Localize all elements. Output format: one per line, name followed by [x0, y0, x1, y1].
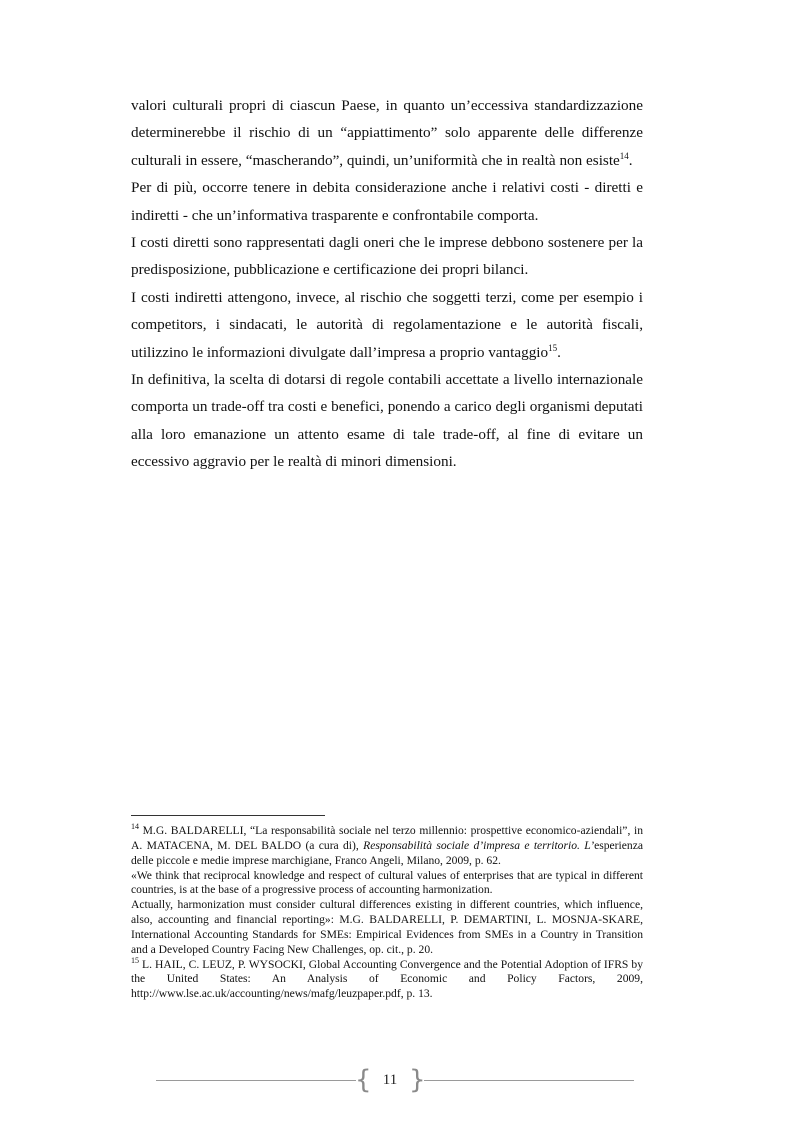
paragraph-1-text: valori culturali propri di ciascun Paese, in quanto un’eccessiva standardizzazione determinerebbe il rischio di un “appiattimento” solo apparente delle differenze culturali in essere, “mascherando”, quindi, un’uniformità che in realtà non esiste: [131, 97, 643, 169]
footer-line-left: [156, 1080, 356, 1081]
paragraph-2: Per di più, occorre tenere in debita considerazione anche i relativi costi - diretti e indiretti - che un’informativa trasparente e confrontabile comporta.: [131, 179, 643, 224]
paragraph-1-end: .: [628, 151, 633, 169]
paragraph-1: [131, 92, 643, 174]
paragraph-4-text: I costi indiretti attengono, invece, al rischio che soggetti terzi, come per esempio i competitors, i sindacati, le autorità di regolamentazione e le autorità fiscali, utilizzino le informazioni divulgate dall’impresa a proprio vantaggio: [131, 288, 643, 361]
footnote-15-text: L. HAIL, C. LEUZ, P. WYSOCKI, Global Accounting Convergence and the Potential Adoption of IFRS by the United States: An Analysis of Economic and Policy Factors, 2009, http://www.lse.ac.uk/accounting/news/mafg/leuzpaper.pdf, p. 13.: [131, 957, 643, 1001]
footnote-ref-14[interactable]: 14: [619, 150, 629, 161]
right-brace-ornament: }: [409, 1065, 426, 1095]
footer-line-right: [424, 1080, 634, 1081]
left-brace-ornament: {: [355, 1065, 372, 1095]
body-text: [131, 92, 643, 476]
paragraph-3: I costi diretti sono rappresentati dagli oneri che le imprese debbono sostenere per la predisposizione, pubblicazione e certificazione dei propri bilanci.: [131, 234, 643, 279]
footnote-15-marker: 15: [131, 955, 139, 965]
footnote-separator: [131, 815, 325, 816]
paragraph-4-end: .: [557, 343, 561, 361]
footnote-14: [131, 824, 643, 869]
footnote-14-quote: «We think that reciprocal knowledge and respect of cultural values of enterprises that are typical in different countries, is at the base of a progressive process of accounting harmonization.: [131, 868, 643, 897]
footnote-14-marker: 14: [131, 822, 139, 832]
footnote-14-quote-continued: Actually, harmonization must consider cultural differences existing in different countries, which influence, also, accounting and financial reporting»: M.G. BALDARELLI, P. DEMARTINI, L. MOSNJA-SKARE, International Accounting Standards for SMEs: Empirical Evidences from SMEs in a Country in Transition and a Developed Country Facing New Challenges, op. cit., p. 20.: [131, 898, 643, 956]
paragraph-5: In definitiva, la scelta di dotarsi di regole contabili accettate a livello internazionale comporta un trade-off tra costi e benefici, ponendo a carico degli organismi deputati alla loro emanazione un attento esame di tale trade-off, al fine di evitare un eccessivo aggravio per le realtà di minori dimensioni.: [131, 371, 643, 471]
paragraph-4: [131, 284, 643, 366]
footnote-14-text-a: M.G. BALDARELLI, “La responsabilità sociale nel terzo millennio: prospettive economico-aziendali”, in A. MATACENA, M. DEL BALDO (a cura di),: [131, 824, 643, 852]
page-footer: [0, 1065, 794, 1095]
page-number: 11: [382, 1072, 398, 1088]
footnotes: [131, 824, 643, 1002]
footnote-14-text-b: esperienza delle piccole e medie imprese marchigiane, Franco Angeli, Milano, 2009, p. 62.: [131, 838, 643, 867]
footnote-14-italic-title: Responsabilità sociale d’impresa e territorio. L’: [363, 838, 595, 852]
footnote-15: [131, 955, 643, 1003]
footnote-ref-15[interactable]: 15: [548, 342, 558, 353]
